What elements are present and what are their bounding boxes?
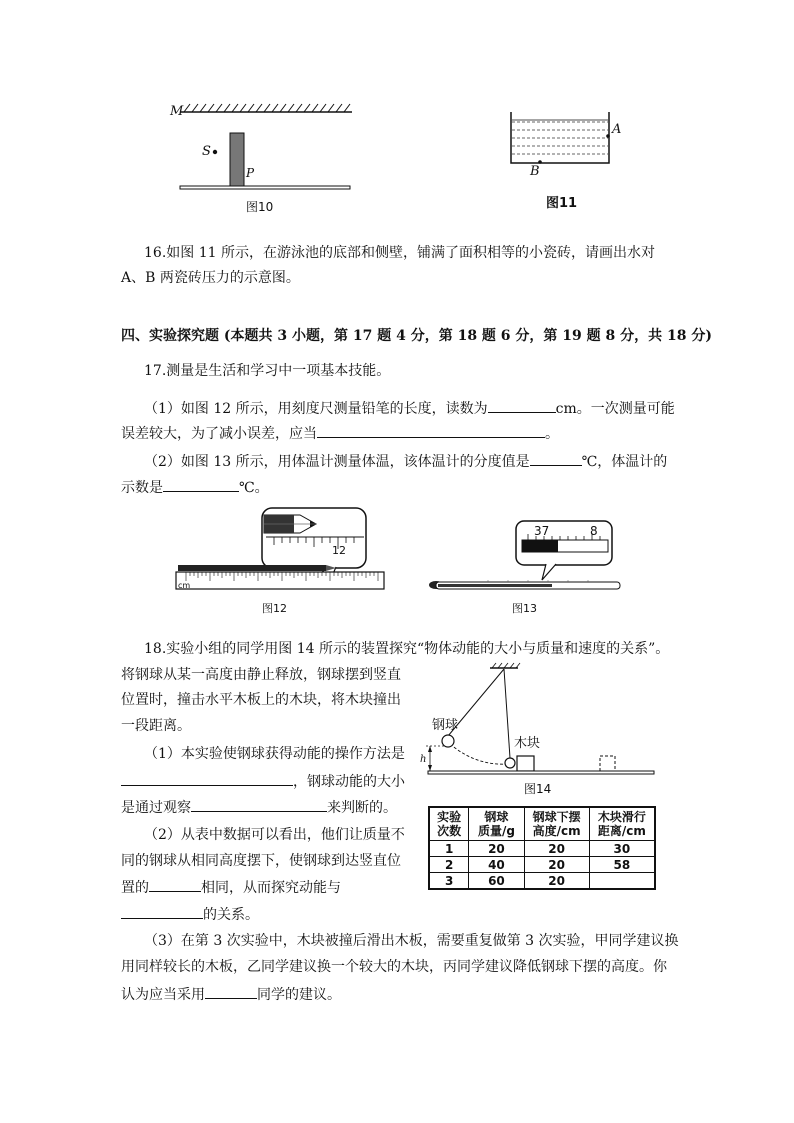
fig10-caption: 图10 — [246, 200, 274, 214]
table-row — [429, 873, 655, 890]
answer-blank-same-quantity[interactable] — [149, 877, 201, 892]
q18-part2-line4 — [121, 904, 259, 925]
fig14-caption: 图14 — [524, 782, 552, 796]
q17-p1-a: （1）如图 12 所示，用刻度尺测量铅笔的长度，读数为 — [144, 401, 488, 417]
answer-blank-kinetic-method[interactable] — [121, 771, 293, 786]
q16-line-2: A、B 两瓷砖压力的示意图。 — [121, 270, 300, 286]
q18-part3-line3 — [121, 984, 341, 1005]
q18-part1-line3 — [121, 797, 397, 818]
q18-p3-d: 同学的建议。 — [257, 987, 341, 1003]
q18-p2-e: 的关系。 — [203, 907, 259, 923]
answer-blank-pencil-length[interactable] — [488, 398, 556, 413]
fig13-num-37: 37 — [534, 524, 550, 538]
fig14-h-label: h — [420, 754, 427, 765]
figure-11 — [505, 108, 615, 168]
table-row — [429, 857, 655, 873]
answer-blank-division-value[interactable] — [530, 451, 582, 466]
q17-part2-line1 — [144, 451, 667, 472]
fig14-block-label: 木块 — [514, 736, 541, 751]
q18-p2-c: 置的 — [121, 880, 149, 896]
q17-part1-line1 — [144, 398, 675, 419]
q18-p2-d: 相同，从而探究动能与 — [201, 880, 341, 896]
q18-p1-c: 是通过观察 — [121, 800, 191, 816]
q18-part2-line2: 同的钢球从相同高度摆下，使钢球到达竖直位 — [121, 853, 401, 869]
header-height: 钢球下摆 高度/cm — [524, 807, 589, 841]
fig10-label-p: P — [246, 166, 255, 180]
cell-height: 20 — [524, 841, 589, 857]
fig11-label-a: A — [612, 122, 622, 137]
answer-blank-observation[interactable] — [191, 797, 327, 812]
cell-distance: 30 — [589, 841, 655, 857]
cell-mass: 20 — [469, 841, 524, 857]
experiment-table — [428, 806, 656, 890]
answer-blank-thermometer-reading[interactable] — [163, 477, 239, 492]
cell-mass: 60 — [469, 873, 524, 890]
q18-line-2: 位置时，撞击水平木板上的木块，将木块撞出 — [121, 692, 401, 708]
q17-p2-b: ℃，体温计的 — [581, 454, 668, 470]
cell-trial: 1 — [429, 841, 469, 857]
cell-trial: 3 — [429, 873, 469, 890]
header-distance: 木块滑行 距离/cm — [589, 807, 655, 841]
figure-12 — [170, 505, 390, 597]
q18-intro: 18.实验小组的同学用图 14 所示的装置探究“物体动能的大小与质量和速度的关系”。 — [144, 641, 670, 657]
fig11-label-b: B — [530, 164, 540, 179]
q17-p1-c: 误差较大，为了减小误差，应当 — [121, 426, 317, 442]
q17-part2-line2 — [121, 477, 269, 498]
q18-part1-line2 — [121, 771, 405, 792]
q17-p2-c: 示数是 — [121, 480, 163, 496]
q18-p3-c: 认为应当采用 — [121, 987, 205, 1003]
q17-p2-d: ℃。 — [239, 480, 269, 496]
q17-p2-a: （2）如图 13 所示，用体温计测量体温，该体温计的分度值是 — [144, 454, 530, 470]
q18-p1-b: ，钢球动能的大小 — [293, 774, 405, 790]
fig12-caption: 图12 — [262, 602, 287, 615]
table-header-row — [429, 807, 655, 841]
header-trial: 实验 次数 — [429, 807, 469, 841]
figure-13 — [428, 518, 630, 598]
fig11-caption: 图11 — [546, 196, 578, 211]
q18-part2-line3 — [121, 877, 341, 898]
cell-distance — [589, 873, 655, 890]
answer-blank-relation[interactable] — [121, 904, 203, 919]
fig12-unit-label: cm — [178, 581, 191, 590]
q18-part3-line1: （3）在第 3 次实验中，木块被撞后滑出木板，需要重复做第 3 次实验，甲同学建议换 — [144, 933, 679, 949]
fig10-label-m: M — [170, 104, 184, 119]
fig12-tick-label: 12 — [332, 544, 346, 557]
answer-blank-reduce-error[interactable] — [317, 423, 545, 438]
cell-height: 20 — [524, 857, 589, 873]
fig13-num-8: 8 — [590, 524, 598, 538]
q18-part1-line1: （1）本实验使钢球获得动能的操作方法是 — [144, 746, 405, 762]
q18-part3-line2: 用同样较长的木板，乙同学建议换一个较大的木块，丙同学建议降低钢球下摆的高度。你 — [121, 959, 667, 975]
fig13-caption: 图13 — [512, 602, 537, 615]
section-4-title: 四、实验探究题 (本题共 3 小题，第 17 题 4 分，第 18 题 6 分，第 19 题 8 分，共 18 分) — [121, 328, 712, 344]
q17-part1-line2 — [121, 423, 559, 444]
q16-line-1: 16.如图 11 所示，在游泳池的底部和侧壁，铺满了面积相等的小瓷砖，请画出水对 — [144, 245, 655, 261]
q18-line-3: 一段距离。 — [121, 718, 191, 734]
answer-blank-student[interactable] — [205, 984, 257, 999]
q17-p1-b: cm。一次测量可能 — [555, 401, 675, 417]
cell-mass: 40 — [469, 857, 524, 873]
q18-line-1: 将钢球从某一高度由静止释放，钢球摆到竖直 — [121, 667, 401, 683]
q18-part2-line1: （2）从表中数据可以看出，他们让质量不 — [144, 827, 405, 843]
q17-intro: 17.测量是生活和学习中一项基本技能。 — [144, 363, 391, 379]
q17-p1-d: 。 — [545, 426, 559, 442]
fig14-ball-label: 钢球 — [432, 718, 459, 733]
header-mass: 钢球 质量/g — [469, 807, 524, 841]
cell-trial: 2 — [429, 857, 469, 873]
fig10-label-s: S — [202, 144, 211, 159]
cell-height: 20 — [524, 873, 589, 890]
table-row — [429, 841, 655, 857]
cell-distance: 58 — [589, 857, 655, 873]
q18-p1-d: 来判断的。 — [327, 800, 397, 816]
